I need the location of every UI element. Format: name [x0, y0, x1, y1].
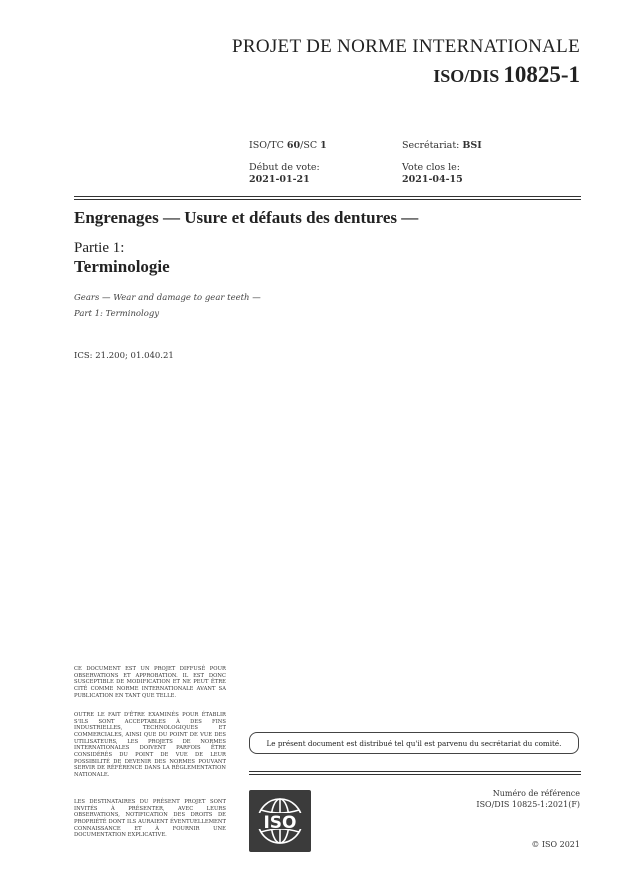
ics-codes: ICS: 21.200; 01.040.21 — [74, 351, 174, 361]
tc-number: 60 — [286, 140, 301, 151]
iso-logo — [249, 790, 311, 852]
sc-number: 1 — [320, 140, 327, 151]
document-type-title: PROJET DE NORME INTERNATIONALE — [232, 36, 580, 57]
part-label: Partie 1: — [74, 240, 125, 256]
copyright: © ISO 2021 — [531, 840, 580, 849]
document-number — [200, 62, 580, 88]
tc-prefix: ISO/TC — [249, 140, 284, 151]
reference-label: Numéro de référence — [492, 789, 580, 798]
secretariat-label: Secrétariat: — [402, 140, 460, 151]
vote-end-label: Vote clos le: — [402, 162, 461, 173]
footer-separator-rule — [249, 771, 581, 775]
document-number-value: 10825-1 — [503, 62, 580, 87]
technical-committee — [249, 140, 327, 152]
document-number-prefix: ISO/DIS — [433, 66, 500, 86]
iso-globe-icon — [249, 790, 311, 852]
main-title: Engrenages — Usure et défauts des dentures — — [74, 208, 419, 227]
reference-number: ISO/DIS 10825-1:2021(F) — [476, 800, 580, 809]
sc-prefix: /SC — [300, 140, 318, 151]
vote-end-date: 2021-04-15 — [402, 173, 463, 185]
title-separator-rule — [74, 196, 581, 200]
vote-start — [249, 162, 320, 186]
iso-logo-text: ISO — [263, 813, 297, 833]
english-title-line1: Gears — Wear and damage to gear teeth — — [74, 293, 261, 303]
english-title-line2: Part 1: Terminology — [74, 309, 160, 319]
vote-start-label: Début de vote: — [249, 162, 320, 173]
part-title: Terminologie — [74, 257, 170, 276]
secretariat — [402, 140, 482, 152]
secretariat-value: BSI — [462, 140, 482, 151]
vote-end — [402, 162, 463, 186]
disclaimer-paragraph-1: CE DOCUMENT EST UN PROJET DIFFUSÉ POUR OBSERVATIONS ET APPROBATION. IL EST DONC SUSCEPTIBLE DE MODIFICATION ET NE PEUT ÊTRE CITÉ COMME NORME INTERNATIONALE AVANT SA PUBLICATION EN TANT QUE TELLE. — [74, 666, 226, 699]
disclaimer-paragraph-2: OUTRE LE FAIT D'ÊTRE EXAMINÉS POUR ÉTABLIR S'ILS SONT ACCEPTABLES À DES FINS INDUSTRIELLES, TECHNOLOGIQUES ET COMMERCIALES, AINSI QUE DU POINT DE VUE DES UTILISATEURS, LES PROJETS DE NORMES INTERNATIONALES DOIVENT PARFOIS ÊTRE CONSIDÉRÉS DU POINT DE VUE DE LEUR POSSIBILITÉ DE DEVENIR DES NORMES POUVANT SERVIR DE RÉFÉRENCE DANS LA RÉGLEMENTATION NATIONALE. — [74, 712, 226, 778]
vote-start-date: 2021-01-21 — [249, 173, 310, 185]
distribution-note: Le présent document est distribué tel qu'il est parvenu du secrétariat du comité. — [249, 732, 579, 754]
disclaimer-paragraph-3: LES DESTINATAIRES DU PRÉSENT PROJET SONT INVITÉS À PRÉSENTER, AVEC LEURS OBSERVATIONS, NOTIFICATION DES DROITS DE PROPRIÉTÉ DONT ILS AURAIENT ÉVENTUELLEMENT CONNAISSANCE ET À FOURNIR UNE DOCUMENTATION EXPLICATIVE. — [74, 799, 226, 839]
